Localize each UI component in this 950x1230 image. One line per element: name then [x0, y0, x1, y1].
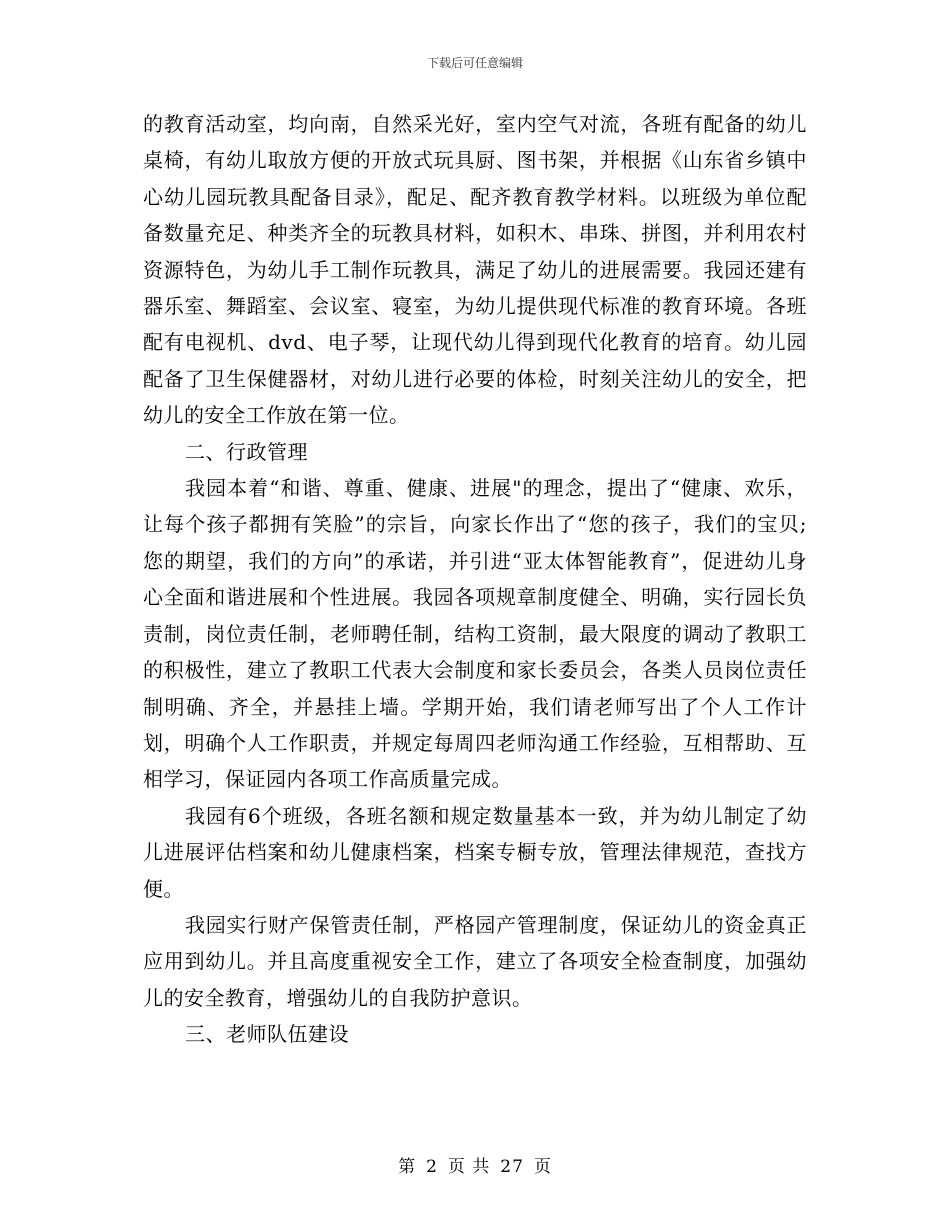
paragraph-facilities: 的教育活动室，均向南，自然采光好，室内空气对流，各班有配备的幼儿桌椅，有幼儿取放方便的开放式玩具厨、图书架，并根据《山东省乡镇中心幼儿园玩教具配备目录》，配足、配齐教育教学材料。以班级为单位配备数量充足、种类齐全的玩教具材料，如积木、串珠、拼图，并利用农村资源特色，为幼儿手工制作玩教具，满足了幼儿的进展需要。我园还建有器乐室、舞蹈室、会议室、寝室，为幼儿提供现代标准的教育环境。各班配有电视机、dvd、电子琴，让现代幼儿得到现代化教育的培育。幼儿园配备了卫生保健器材，对幼儿进行必要的体检，时刻关注幼儿的安全，把幼儿的安全工作放在第一位。: [143, 112, 807, 428]
page-header-note: 下载后可任意编辑: [426, 56, 523, 70]
footer-total-pages: 27: [500, 1157, 524, 1177]
paragraph-administration: 我园本着“和谐、尊重、健康、进展"的理念，提出了“健康、欢乐，让每个孩子都拥有笑脸”的宗旨，向家长作出了“您的孩子，我们的宝贝;您的期望，我们的方向”的承诺，并引进“亚太体智能教育”，促进幼儿身心全面和谐进展和个性进展。我园各项规章制度健全、明确，实行园长负责制，岗位责任制，老师聘任制，结构工资制，最大限度的调动了教职工的积极性，建立了教职工代表大会制度和家长委员会，各类人员岗位责任制明确、齐全，并悬挂上墙。学期开始，我们请老师写出了个人工作计划，明确个人工作职责，并规定每周四老师沟通工作经验，互相帮助、互相学习，保证园内各项工作高质量完成。: [143, 476, 807, 792]
paragraph-property: 我园实行财产保管责任制，严格园产管理制度，保证幼儿的资金真正应用到幼儿。并且高度重视安全工作，建立了各项安全检查制度，加强幼儿的安全教育，增强幼儿的自我防护意识。: [143, 912, 807, 1010]
section-heading-teachers: 三、老师队伍建设: [185, 1022, 349, 1047]
footer-page-number: 2: [426, 1157, 438, 1177]
document-body: [143, 106, 807, 1053]
footer-prefix: 第: [398, 1157, 417, 1177]
footer-middle: 页 共: [447, 1157, 491, 1177]
footer-suffix: 页: [533, 1157, 552, 1177]
section-heading-administration: 二、行政管理: [185, 439, 308, 464]
paragraph-classes: 我园有6个班级，各班名额和规定数量基本一致，并为幼儿制定了幼儿进展评估档案和幼儿健康档案，档案专橱专放，管理法律规范，查找方便。: [143, 803, 807, 901]
page-footer: [0, 1152, 950, 1177]
